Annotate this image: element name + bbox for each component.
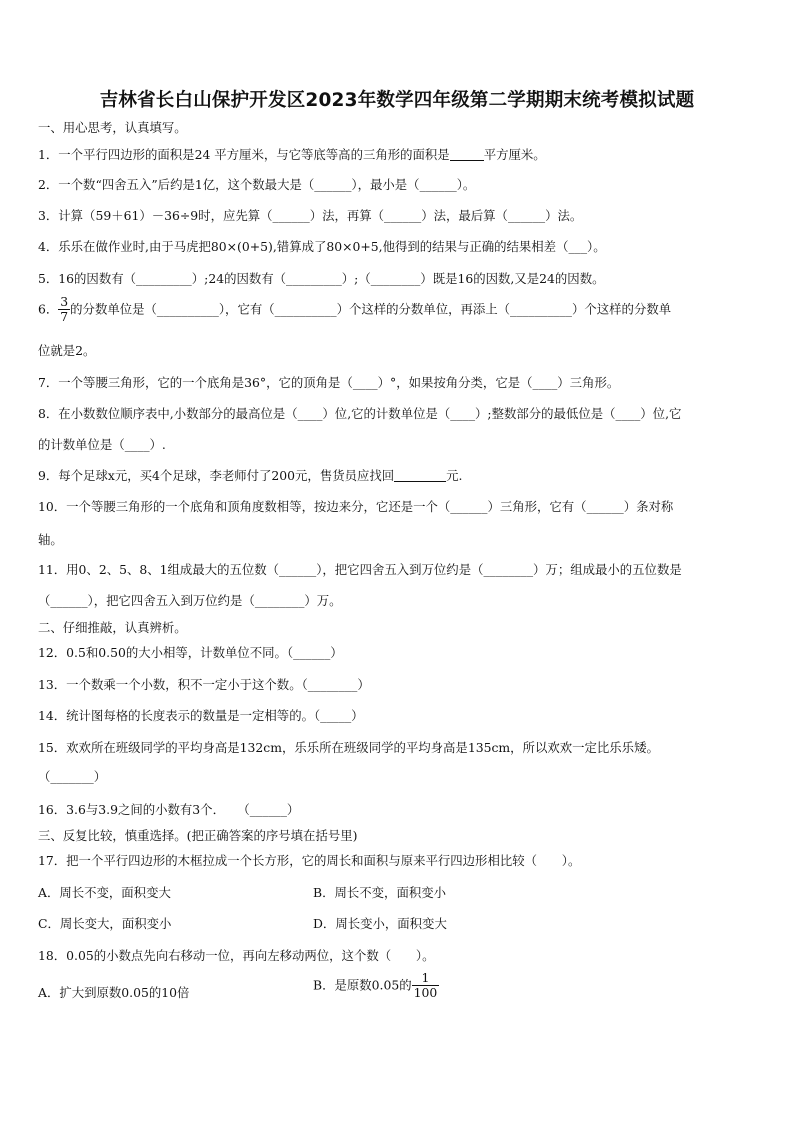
question-15-cont: （_______） bbox=[38, 769, 107, 784]
question-6-text: 的分数单位是（__________），它有（__________）个这样的分数单位，再添上（__________）个这样的分数单 bbox=[70, 301, 672, 317]
question-8: 8．在小数数位顺序表中,小数部分的最高位是（____）位,它的计数单位是（____）;整数部分的最低位是（____）位,它 bbox=[38, 406, 682, 421]
question-6 bbox=[38, 296, 671, 324]
question-3: 3．计算（59＋61）－36÷9时，应先算（______）法，再算（______）法，最后算（______）法。 bbox=[38, 208, 583, 223]
question-11-cont: （______），把它四舍五入到万位约是（________）万。 bbox=[38, 593, 342, 608]
question-17: 17．把一个平行四边形的木框拉成一个长方形，它的周长和面积与原来平行四边形相比较（ ）。 bbox=[38, 853, 581, 868]
question-6-number: 6． bbox=[38, 301, 59, 317]
question-10: 10．一个等腰三角形的一个底角和顶角度数相等，按边来分，它还是一个（______）三角形，它有（______）条对称 bbox=[38, 499, 674, 514]
section-heading-2: 二、仔细推敲，认真辨析。 bbox=[38, 620, 187, 635]
question-9-text-end: 元. bbox=[446, 468, 463, 483]
question-14: 14．统计图每格的长度表示的数量是一定相等的。（_____） bbox=[38, 708, 364, 723]
fraction-numerator: 3 bbox=[60, 294, 69, 309]
option-17-d[interactable]: D．周长变小，面积变大 bbox=[313, 916, 447, 931]
fraction-one-hundredth bbox=[412, 972, 440, 1000]
fraction-numerator: 1 bbox=[412, 972, 440, 986]
question-5: 5．16的因数有（_________）;24的因数有（_________）;（________）既是16的因数,又是24的因数。 bbox=[38, 271, 605, 286]
option-17-b[interactable]: B．周长不变，面积变小 bbox=[313, 885, 447, 900]
question-15: 15．欢欢所在班级同学的平均身高是132cm，乐乐所在班级同学的平均身高是135cm，所以欢欢一定比乐乐矮。 bbox=[38, 740, 659, 755]
option-18-b[interactable] bbox=[313, 972, 439, 1000]
question-18: 18．0.05的小数点先向右移动一位，再向左移动两位，这个数（ ）。 bbox=[38, 948, 435, 963]
question-6-cont: 位就是2。 bbox=[38, 343, 96, 358]
page-title: 吉林省长白山保护开发区2023年数学四年级第二学期期末统考模拟试题 bbox=[99, 90, 695, 111]
section-heading-1: 一、用心思考，认真填写。 bbox=[38, 120, 187, 135]
question-7: 7．一个等腰三角形，它的一个底角是36°，它的顶角是（____）°，如果按角分类，它是（____）三角形。 bbox=[38, 375, 620, 390]
question-1-text: 1．一个平行四边形的面积是24 平方厘米，与它等底等高的三角形的面积是 bbox=[38, 147, 450, 162]
question-13: 13．一个数乘一个小数，积不一定小于这个数。（________） bbox=[38, 677, 370, 692]
question-12: 12．0.5和0.50的大小相等，计数单位不同。（______） bbox=[38, 645, 343, 660]
fraction-three-sevenths bbox=[58, 296, 70, 324]
fraction-denominator: 7 bbox=[60, 309, 69, 325]
question-4: 4．乐乐在做作业时,由于马虎把80×(0+5),错算成了80×0+5,他得到的结果与正确的结果相差（___）。 bbox=[38, 239, 606, 254]
question-11: 11．用0、2、5、8、1组成最大的五位数（______），把它四舍五入到万位约是（________）万；组成最小的五位数是 bbox=[38, 562, 682, 577]
question-16: 16．3.6与3.9之间的小数有3个． （______） bbox=[38, 802, 300, 817]
answer-blank[interactable] bbox=[394, 468, 446, 482]
question-1 bbox=[38, 146, 546, 164]
question-2: 2．一个数“四舍五入”后约是1亿，这个数最大是（______），最小是（______）。 bbox=[38, 177, 476, 192]
option-17-c[interactable]: C．周长变大，面积变小 bbox=[38, 916, 172, 931]
section-heading-3: 三、反复比较，慎重选择。(把正确答案的序号填在括号里) bbox=[38, 828, 358, 843]
fraction-denominator: 100 bbox=[413, 985, 438, 1001]
question-9 bbox=[38, 467, 463, 485]
answer-blank[interactable] bbox=[450, 147, 484, 161]
question-8-cont: 的计数单位是（____）. bbox=[38, 437, 166, 452]
question-9-text: 9．每个足球x元，买4个足球，李老师付了200元，售货员应找回 bbox=[38, 468, 395, 483]
option-17-a[interactable]: A．周长不变，面积变大 bbox=[38, 885, 171, 900]
option-18-a[interactable]: A．扩大到原数0.05的10倍 bbox=[38, 985, 190, 1000]
question-10-cont: 轴。 bbox=[38, 532, 63, 547]
question-1-text-end: 平方厘米。 bbox=[483, 147, 546, 162]
option-18-b-text: B．是原数0.05的 bbox=[313, 977, 412, 993]
